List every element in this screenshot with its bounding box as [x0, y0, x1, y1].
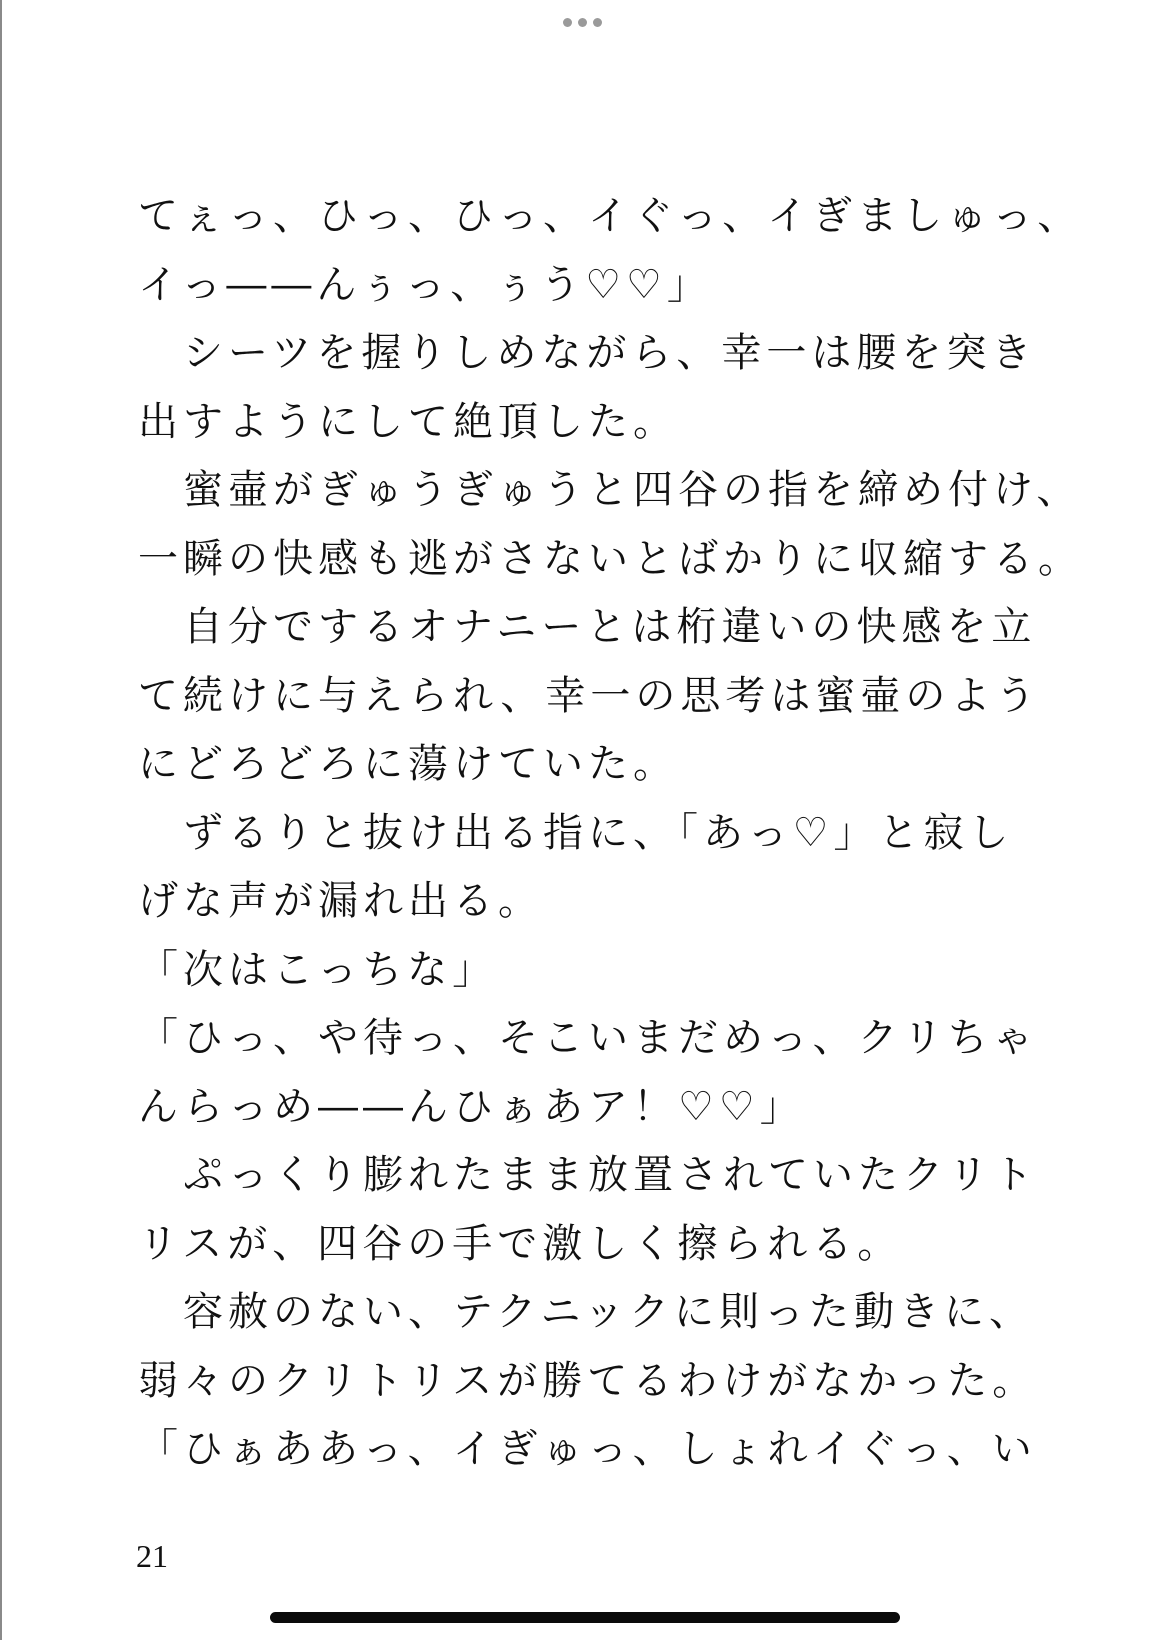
dot: [593, 18, 602, 27]
text-line: 容赦のない、テクニックに則った動きに、: [138, 1289, 1034, 1335]
text-line: シーツを握りしめながら、幸一は腰を突き: [138, 330, 1037, 376]
page-number: 21: [136, 1538, 168, 1574]
text-line: 自分でするオナニーとは桁違いの快感を立: [138, 604, 1037, 650]
text-line: て続けに与えられ、幸一の思考は蜜壷のよう: [138, 672, 1041, 719]
text-line: 弱々のクリトリスが勝てるわけがなかった。: [138, 1357, 1038, 1404]
text-line: 蜜壷がぎゅうぎゅうと四谷の指を締め付け、: [138, 467, 1082, 513]
dot: [563, 18, 572, 27]
text-line: 「次はこっちな」: [138, 946, 498, 993]
text-line: げな声が漏れ出る。: [138, 878, 543, 924]
text-line: てぇっ、ひっ、ひっ、イぐっ、イぎましゅっ、: [138, 193, 1083, 239]
reader-text: [138, 182, 1083, 1484]
text-line: にどろどろに蕩けていた。: [138, 741, 678, 787]
text-line: ずるりと抜け出る指に、「あっ♡」と寂し: [138, 809, 1014, 856]
text-line: リスが、四谷の手で激しく擦られる。: [138, 1220, 903, 1267]
dot: [578, 18, 587, 27]
page-edge: [0, 0, 2, 1640]
text-line: ぷっくり膨れたまま放置されていたクリト: [138, 1152, 1038, 1198]
text-line: んらっめ――んひぁあア！♡♡」: [138, 1083, 805, 1130]
text-line: 一瞬の快感も逃がさないとばかりに収縮する。: [138, 535, 1083, 582]
text-line: イっ――んぅっ、ぅう♡♡」: [138, 261, 712, 308]
home-indicator[interactable]: [270, 1612, 900, 1623]
text-line: 「ひぁああっ、イぎゅっ、しょれイぐっ、い: [138, 1426, 1037, 1472]
text-line: 出すようにして絶頂した。: [138, 398, 678, 445]
more-dots-icon[interactable]: [563, 18, 602, 27]
text-line: 「ひっ、や待っ、そこいまだめっ、クリちゃ: [138, 1015, 1038, 1061]
